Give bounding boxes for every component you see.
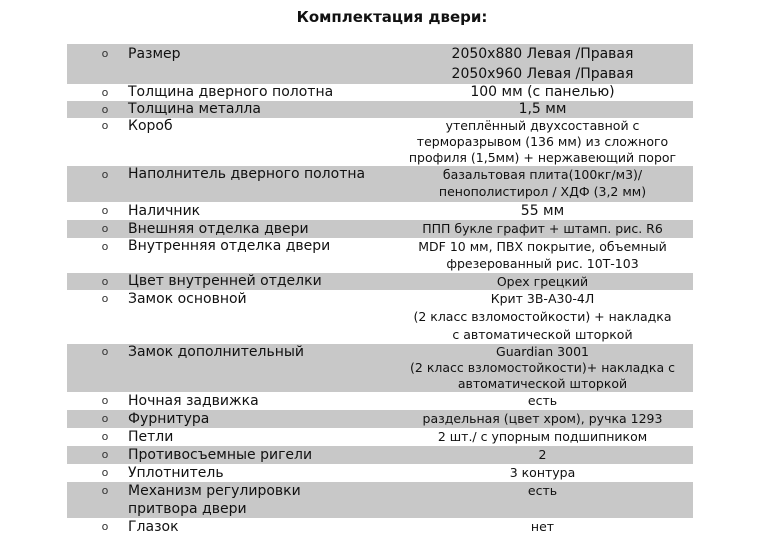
spec-label-line: Механизм регулировки [128,483,301,499]
spec-value-line: 1,5 мм [518,101,567,117]
spec-label-line: Внутренняя отделка двери [128,238,331,254]
spec-value-line: терморазрывом (136 мм) из сложного [416,134,669,149]
spec-label [128,344,392,360]
spec-row [67,410,693,428]
spec-value [392,428,693,446]
spec-label [128,482,392,518]
spec-label [128,290,392,308]
bullet-icon: o [101,394,109,407]
spec-value [392,166,693,200]
spec-label-line: Наличник [128,203,201,219]
spec-label-line: Ночная задвижка [128,393,259,409]
spec-value [392,44,693,84]
spec-label-line: Уплотнитель [128,465,224,481]
spec-value-line: профиля (1,5мм) + нержавеющий порог [408,150,677,165]
bullet-icon: o [101,466,109,479]
spec-table [67,44,693,536]
spec-label [128,392,392,410]
spec-label [128,410,392,428]
bullet-icon: o [101,292,109,305]
spec-label [128,202,392,220]
spec-label-line: Толщина металла [128,101,261,117]
spec-value-line: ППП букле графит + штамп. рис. R6 [422,221,663,236]
spec-value [392,238,693,272]
spec-value [392,518,693,536]
spec-value [392,344,693,392]
spec-value [392,410,693,428]
spec-row [67,464,693,482]
spec-value [392,118,693,166]
spec-label [128,220,392,238]
spec-label [128,118,392,134]
spec-row [67,44,693,84]
spec-value-line: с автоматической шторкой [452,327,633,342]
spec-label-line: Цвет внутренней отделки [128,273,322,289]
bullet-icon: o [101,204,109,217]
spec-value-line: нет [530,519,555,534]
spec-value-line: базальтовая плита(100кг/м3)/ [442,167,643,182]
bullet-icon: o [101,119,109,132]
spec-label-line: Наполнитель дверного полотна [128,166,366,182]
spec-label [128,446,392,464]
spec-row [67,220,693,238]
spec-row [67,202,693,220]
spec-row [67,518,693,536]
spec-value-line: фрезерованный рис. 10Т-103 [446,256,639,271]
spec-value-line: 2050x960 Левая /Правая [451,66,634,82]
spec-value-line: 3 контура [509,465,576,480]
spec-row [67,118,693,166]
spec-value-line: 2 [538,447,547,462]
spec-label [128,518,392,536]
bullet-icon: o [101,168,109,181]
bullet-icon: o [101,430,109,443]
bullet-icon: o [101,412,109,425]
bullet-icon: o [101,86,109,99]
spec-value-line: утеплённый двухсоставной с [445,118,640,133]
spec-value-line: (2 класс взломостойкости)+ накладка с [410,360,675,375]
spec-label [128,273,392,290]
spec-value [392,446,693,464]
spec-row [67,392,693,410]
bullet-icon: o [101,47,109,60]
bullet-icon: o [101,520,109,533]
spec-value-line: 100 мм (с панелью) [470,84,615,100]
spec-label-line: Противосъемные ригели [128,447,313,463]
spec-value [392,220,693,238]
spec-row [67,344,693,392]
spec-value-line: есть [527,393,558,408]
spec-label-line: Размер [128,46,181,62]
spec-label-line: Толщина дверного полотна [128,84,334,100]
spec-row [67,446,693,464]
spec-value [392,101,693,118]
bullet-icon: o [101,103,109,116]
spec-value-line: есть [527,483,558,498]
spec-label-line: Короб [128,118,173,134]
spec-value-line: Орех грецкий [496,274,589,289]
spec-value [392,202,693,220]
spec-row [67,101,693,118]
spec-row [67,84,693,101]
spec-row [67,166,693,202]
spec-value-line: MDF 10 мм, ПВХ покрытие, объемный [418,239,667,254]
spec-value-line: пенополистирол / ХДФ (3,2 мм) [438,184,647,199]
spec-value-line: 2050x880 Левая /Правая [451,46,634,62]
spec-label-line: Глазок [128,519,179,535]
spec-label [128,238,392,255]
spec-value [392,273,693,290]
spec-row [67,238,693,273]
bullet-icon: o [101,448,109,461]
spec-label-line: Фурнитура [128,411,210,427]
spec-label-line: Замок основной [128,291,247,307]
spec-value-line: Guardian 3001 [496,344,589,359]
spec-value [392,392,693,410]
spec-value [392,290,693,344]
bullet-icon: o [101,240,109,253]
spec-label [128,464,392,482]
spec-label [128,166,392,183]
spec-value [392,482,693,500]
spec-value-line: автоматической шторкой [457,376,628,391]
spec-label [128,44,392,64]
spec-label-line: притвора двери [128,501,247,517]
bullet-icon: o [101,345,109,358]
spec-row [67,482,693,518]
spec-label [128,84,392,101]
spec-value-line: Крит 3В-А30-4Л [490,291,595,306]
spec-value-line: 55 мм [520,203,565,219]
spec-row [67,428,693,446]
bullet-icon: o [101,484,109,497]
spec-label-line: Петли [128,429,174,445]
spec-value-line: 2 шт./ с упорным подшипником [437,429,648,444]
page-title: Комплектация двери: [296,8,488,26]
spec-row [67,273,693,290]
spec-row [67,290,693,344]
spec-value [392,84,693,101]
spec-value-line: раздельная (цвет хром), ручка 1293 [422,411,663,426]
spec-label [128,101,392,118]
spec-value-line: (2 класс взломостойкости) + накладка [413,309,672,324]
spec-label-line: Внешняя отделка двери [128,221,309,237]
bullet-icon: o [101,222,109,235]
spec-label-line: Замок дополнительный [128,344,305,360]
bullet-icon: o [101,275,109,288]
spec-value [392,464,693,482]
spec-label [128,428,392,446]
